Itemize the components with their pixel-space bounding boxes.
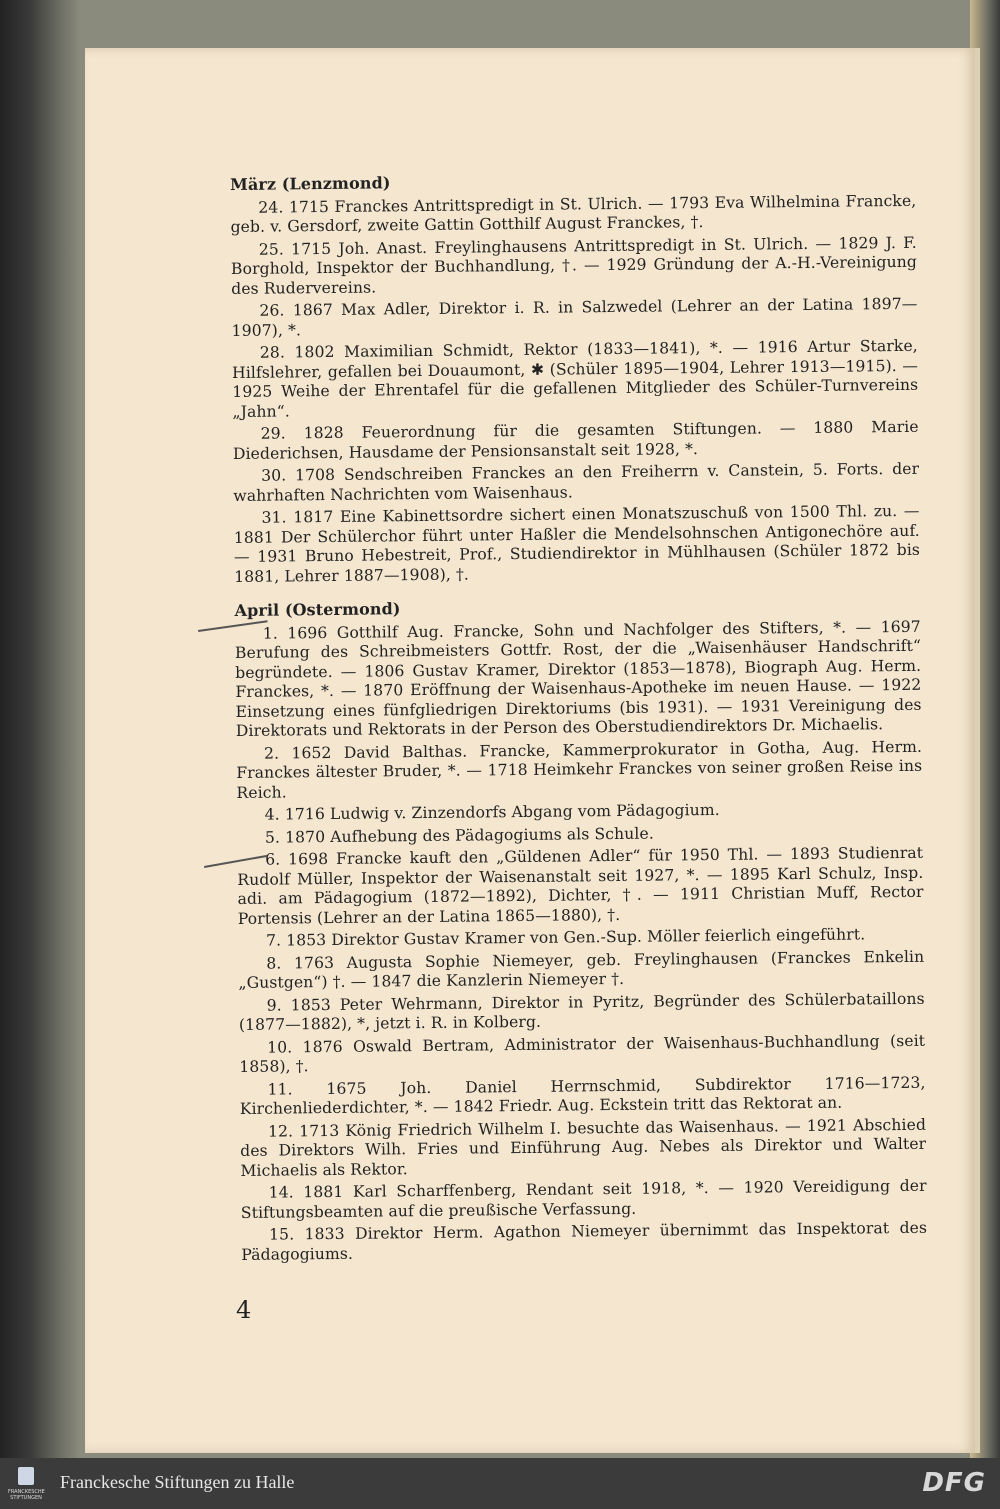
entry-april-5: 5. 1870 Aufhebung des Pädagogiums als Schule. bbox=[264, 824, 654, 847]
page-text bbox=[230, 168, 927, 1268]
entry-march-30: 30. 1708 Sendschreiben Franckes an den Freiherrn v. Canstein, 5. Forts. der wahrhaften Nachrichten vom Waisenhaus. bbox=[233, 459, 920, 505]
foundation-logo-icon bbox=[8, 1463, 44, 1505]
entry-april-1: 1. 1696 Gotthilf Aug. Francke, Sohn und Nachfolger des Stifters, *. — 1697 Berufung des Schreibmeisters Gottfr. Rost, der die „Waisenhäuser Handschrift“ begründete. — 1806 Gustav Kramer, Direktor (1853—1878), Biograph Aug. Herm. Franckes, *. — 1870 Eröffnung der Waisenhaus-Apotheke im neuen Hause. — 1922 Einsetzung eines fünfgliedrigen Direktoriums (bis 1931). — 1931 Vereinigung des Direktorats und Rektorats in der Person des Oberstudiendirektors Dr. Michaelis. bbox=[234, 617, 922, 740]
entry-march-28: 28. 1802 Maximilian Schmidt, Rektor (1833—1841), *. — 1916 Artur Starke, Hilfslehrer, gefallen bei Douaumont, ✱ (Schüler 1895—1904, Lehrer 1913—1915). — 1925 Weihe der Ehrentafel für die gefallenen Mitglieder des Schüler-Turnvereins „Jahn“. bbox=[231, 336, 919, 421]
entry-april-10: 10. 1876 Oswald Bertram, Administrator der Waisenhaus-Buchhandlung (seit 1858), †. bbox=[239, 1031, 926, 1076]
entry-april-2: 2. 1652 David Balthas. Francke, Kammerprokurator in Gotha, Aug. Herm. Franckes ältester Bruder, *. — 1718 Heimkehr Franckes von seiner großen Reise ins Reich. bbox=[236, 737, 923, 802]
page-number: 4 bbox=[236, 1296, 252, 1324]
entry-march-24: 24. 1715 Franckes Antrittspredigt in St. Ulrich. — 1793 Eva Wilhelmina Francke, geb. v. Gersdorf, zweite Gattin Gotthilf August Franckes, †. bbox=[230, 191, 917, 236]
entry-april-6: 6. 1698 Francke kauft den „Güldenen Adler“ für 1950 Thl. — 1893 Studienrat Rudolf Müller, Inspektor der Waisenanstalt seit 1927, *. — 1895 Karl Schulz, Insp. adi. am Pädagogium (1872—1892), Dichter, †. — 1911 Christian Muff, Rector Portensis (Lehrer an der Latina 1865—1880), †. bbox=[237, 843, 924, 928]
month-heading-march: März (Lenzmond) bbox=[230, 173, 391, 194]
logo-text: FRANCKESCHE STIFTUNGEN bbox=[8, 1489, 45, 1501]
entry-april-15: 15. 1833 Direktor Herm. Agathon Niemeyer übernimmt das Inspektorat des Pädagogiums. bbox=[241, 1218, 928, 1264]
entry-april-11: 11. 1675 Joh. Daniel Herrnschmid, Subdirektor 1716—1723, Kirchenliederdichter, *. — 1842 Friedr. Aug. Eckstein tritt das Rektorat an. bbox=[239, 1073, 926, 1118]
entry-march-29: 29. 1828 Feuerordnung für die gesamten Stiftungen. — 1880 Marie Diederichsen, Hausdame der Pensionsanstalt seit 1928, *. bbox=[232, 417, 919, 463]
footer-bar bbox=[0, 1458, 1000, 1509]
footer-title: Franckesche Stiftungen zu Halle bbox=[60, 1472, 295, 1492]
entry-march-25: 25. 1715 Joh. Anast. Freylinghausens Antrittspredigt in St. Ulrich. — 1829 J. F. Borghold, Inspektor der Buchhandlung, †. — 1929 Gründung der A.-H.-Vereinigung des Rudervereins. bbox=[230, 233, 918, 298]
entry-april-8: 8. 1763 Augusta Sophie Niemeyer, geb. Freylinghausen (Franckes Enkelin „Gustgen“) †. — 1847 die Kanzlerin Niemeyer †. bbox=[238, 947, 925, 992]
entry-april-9: 9. 1853 Peter Wehrmann, Direktor in Pyritz, Begründer des Schülerbataillons (1877—1882), *, jetzt i. R. in Kolberg. bbox=[238, 989, 925, 1034]
month-heading-april: April (Ostermond) bbox=[234, 599, 401, 620]
entry-april-7: 7. 1853 Direktor Gustav Kramer von Gen.-Sup. Möller feierlich eingeführt. bbox=[265, 925, 866, 950]
entry-march-26: 26. 1867 Max Adler, Direktor i. R. in Salzwedel (Lehrer an der Latina 1897—1907), *. bbox=[231, 294, 918, 340]
entry-april-14: 14. 1881 Karl Scharffenberg, Rendant seit 1918, *. — 1920 Vereidigung der Stiftungsbeamten auf die preußische Verfassung. bbox=[240, 1176, 927, 1222]
logo-shape bbox=[18, 1467, 34, 1485]
entry-march-31: 31. 1817 Eine Kabinettsordre sichert einen Monatszuschuß von 1500 Thl. zu. — 1881 Der Schülerchor führt unter Haßler die Mendelsohnschen Antigonechöre auf. — 1931 Bruno Hebestreit, Prof., Studiendirektor in Mühlhausen (Schüler 1872 bis 1881, Lehrer 1887—1908), †. bbox=[233, 501, 921, 586]
dfg-logo: DFG bbox=[922, 1468, 986, 1498]
entry-april-12: 12. 1713 König Friedrich Wilhelm I. besuchte das Waisenhaus. — 1921 Abschied des Direktors Wilh. Fries und Einführung Aug. Nebes als Direktor und Walter Michaelis als Rektor. bbox=[240, 1115, 927, 1180]
entry-april-4: 4. 1716 Ludwig v. Zinzendorfs Abgang vom Pädagogium. bbox=[264, 800, 720, 824]
